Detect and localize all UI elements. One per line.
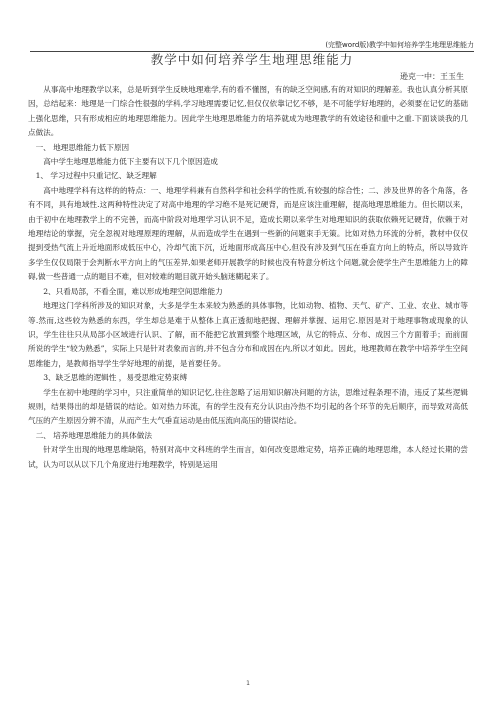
section-heading-1: 一、 地理思维能力低下原因 xyxy=(35,142,130,152)
intro-paragraph: 从事高中地理教学以来，总是听到学生反映地理难学,有的看不懂图，有的缺乏空间感,有的对知识的理解差。我也认真分析其原因，总结起来：地理是一门综合性很强的学科,学习地理需要记忆,但仅仅依靠记忆不够，是不可能学好地理的，必须要在记忆的基础上强化思维，只有形成相应的地理思维能力。因此学生地理思维能力的培养就成为地理教学的有效途径和重中之重.下面谈谈我的几点做法。 xyxy=(28,85,468,138)
subheading-2: 2、只看局部，不看全面，难以形成地理空间思维能力 xyxy=(43,286,223,296)
section-heading-2: 二、 培养地理思维能力的具体做法 xyxy=(35,430,152,440)
body-paragraph-2: 地理这门学科所涉及的知识对象，大多是学生本来较为熟悉的具体事物，比如动物、植物、天气、矿产、工业、农业、城市等等.然而,这些较为熟悉的东西，学生却总是难于从整体上真正透彻地把握、理解并掌握、运用它.原因是对于地理事物或现象的认识，学生往往只从局部小区域进行认识、了解，而不能把它放置到整个地理区域，从它的特点、分布、成因三个方面着手；而前面所说的学生“较为熟悉”，实际上只是针对表象而言的,并不包含分布和成因在内,所以才如此。因此，地理教师在教学中培养学生空间思维能力，是教师指导学生学好地理的前提，是首要任务。 xyxy=(28,301,468,368)
body-paragraph-3: 学生在初中地理的学习中，只注重简单的知识记忆,往往忽略了运用知识解决问题的方法，思维过程条理不清，违反了某些逻辑规则，结果得出的却是错误的结论。如对热力环流，有的学生没有充分认识由冷热不均引起的各个环节的先后顺序，而导致对高低气压的产生原因分辨不清，从而产生大气垂直运动是由低压流向高压的错误结论。 xyxy=(28,387,468,426)
body-paragraph-1: 高中地理学科有这样的的特点：一、地理学科兼有自然科学和社会科学的性质,有较强的综合性；二、涉及世界的各个角落，各有不同，具有地域性.这两种特性决定了对高中地理的学习绝不是死记硬背，而是应该注重理解，提高地理思维能力。但长期以来，由于初中在地理教学上的不完善，而高中阶段对地理学习认识不足，造成长期以来学生对地理知识的获取依赖死记硬背，依赖于对地理结论的掌握，完全忽视对地理原理的理解，从而造成学生在遇到一些新的问题束手无策。比如对热力环流的分析，教材中仅仅提到受热气流上升近地面形成低压中心，冷却气流下沉，近地面形成高压中心,但没有涉及到气压在垂直方向上的特点，所以导致许多学生仅仅局限于会判断水平方向上的气压差异,如果老师开展教学的时候也没有特意分析这个问题,就会使学生产生思维能力上的障碍,做一些普通一点的题目不难，但对较难的题目就开始头脑迷糊起来了。 xyxy=(28,185,468,282)
section-intro: 高中学生地理思维能力低下主要有以下几个原因造成 xyxy=(43,157,218,167)
subheading-1: 1、 学习过程中只重记忆、缺乏理解 xyxy=(35,171,157,181)
subheading-3: 3、缺乏思维的逻辑性 ，易受思维定势束缚 xyxy=(43,373,188,383)
header-note: (完整word版)教学中如何培养学生地理思维能力 xyxy=(325,41,474,49)
document-title: 教学中如何培养学生地理思维能力 xyxy=(150,52,354,67)
author-line: 逊克一中：王玉生 xyxy=(400,72,464,81)
body-paragraph-4: 针对学生出现的地理思维缺陷，特别对高中文科班的学生而言，如何改变思维定势，培养正确的地理思维，本人经过长期的尝试，认为可以从以下几个角度进行地理教学，特别是运用 xyxy=(28,445,468,469)
page-number: 1 xyxy=(246,680,250,687)
document-body xyxy=(28,83,468,472)
